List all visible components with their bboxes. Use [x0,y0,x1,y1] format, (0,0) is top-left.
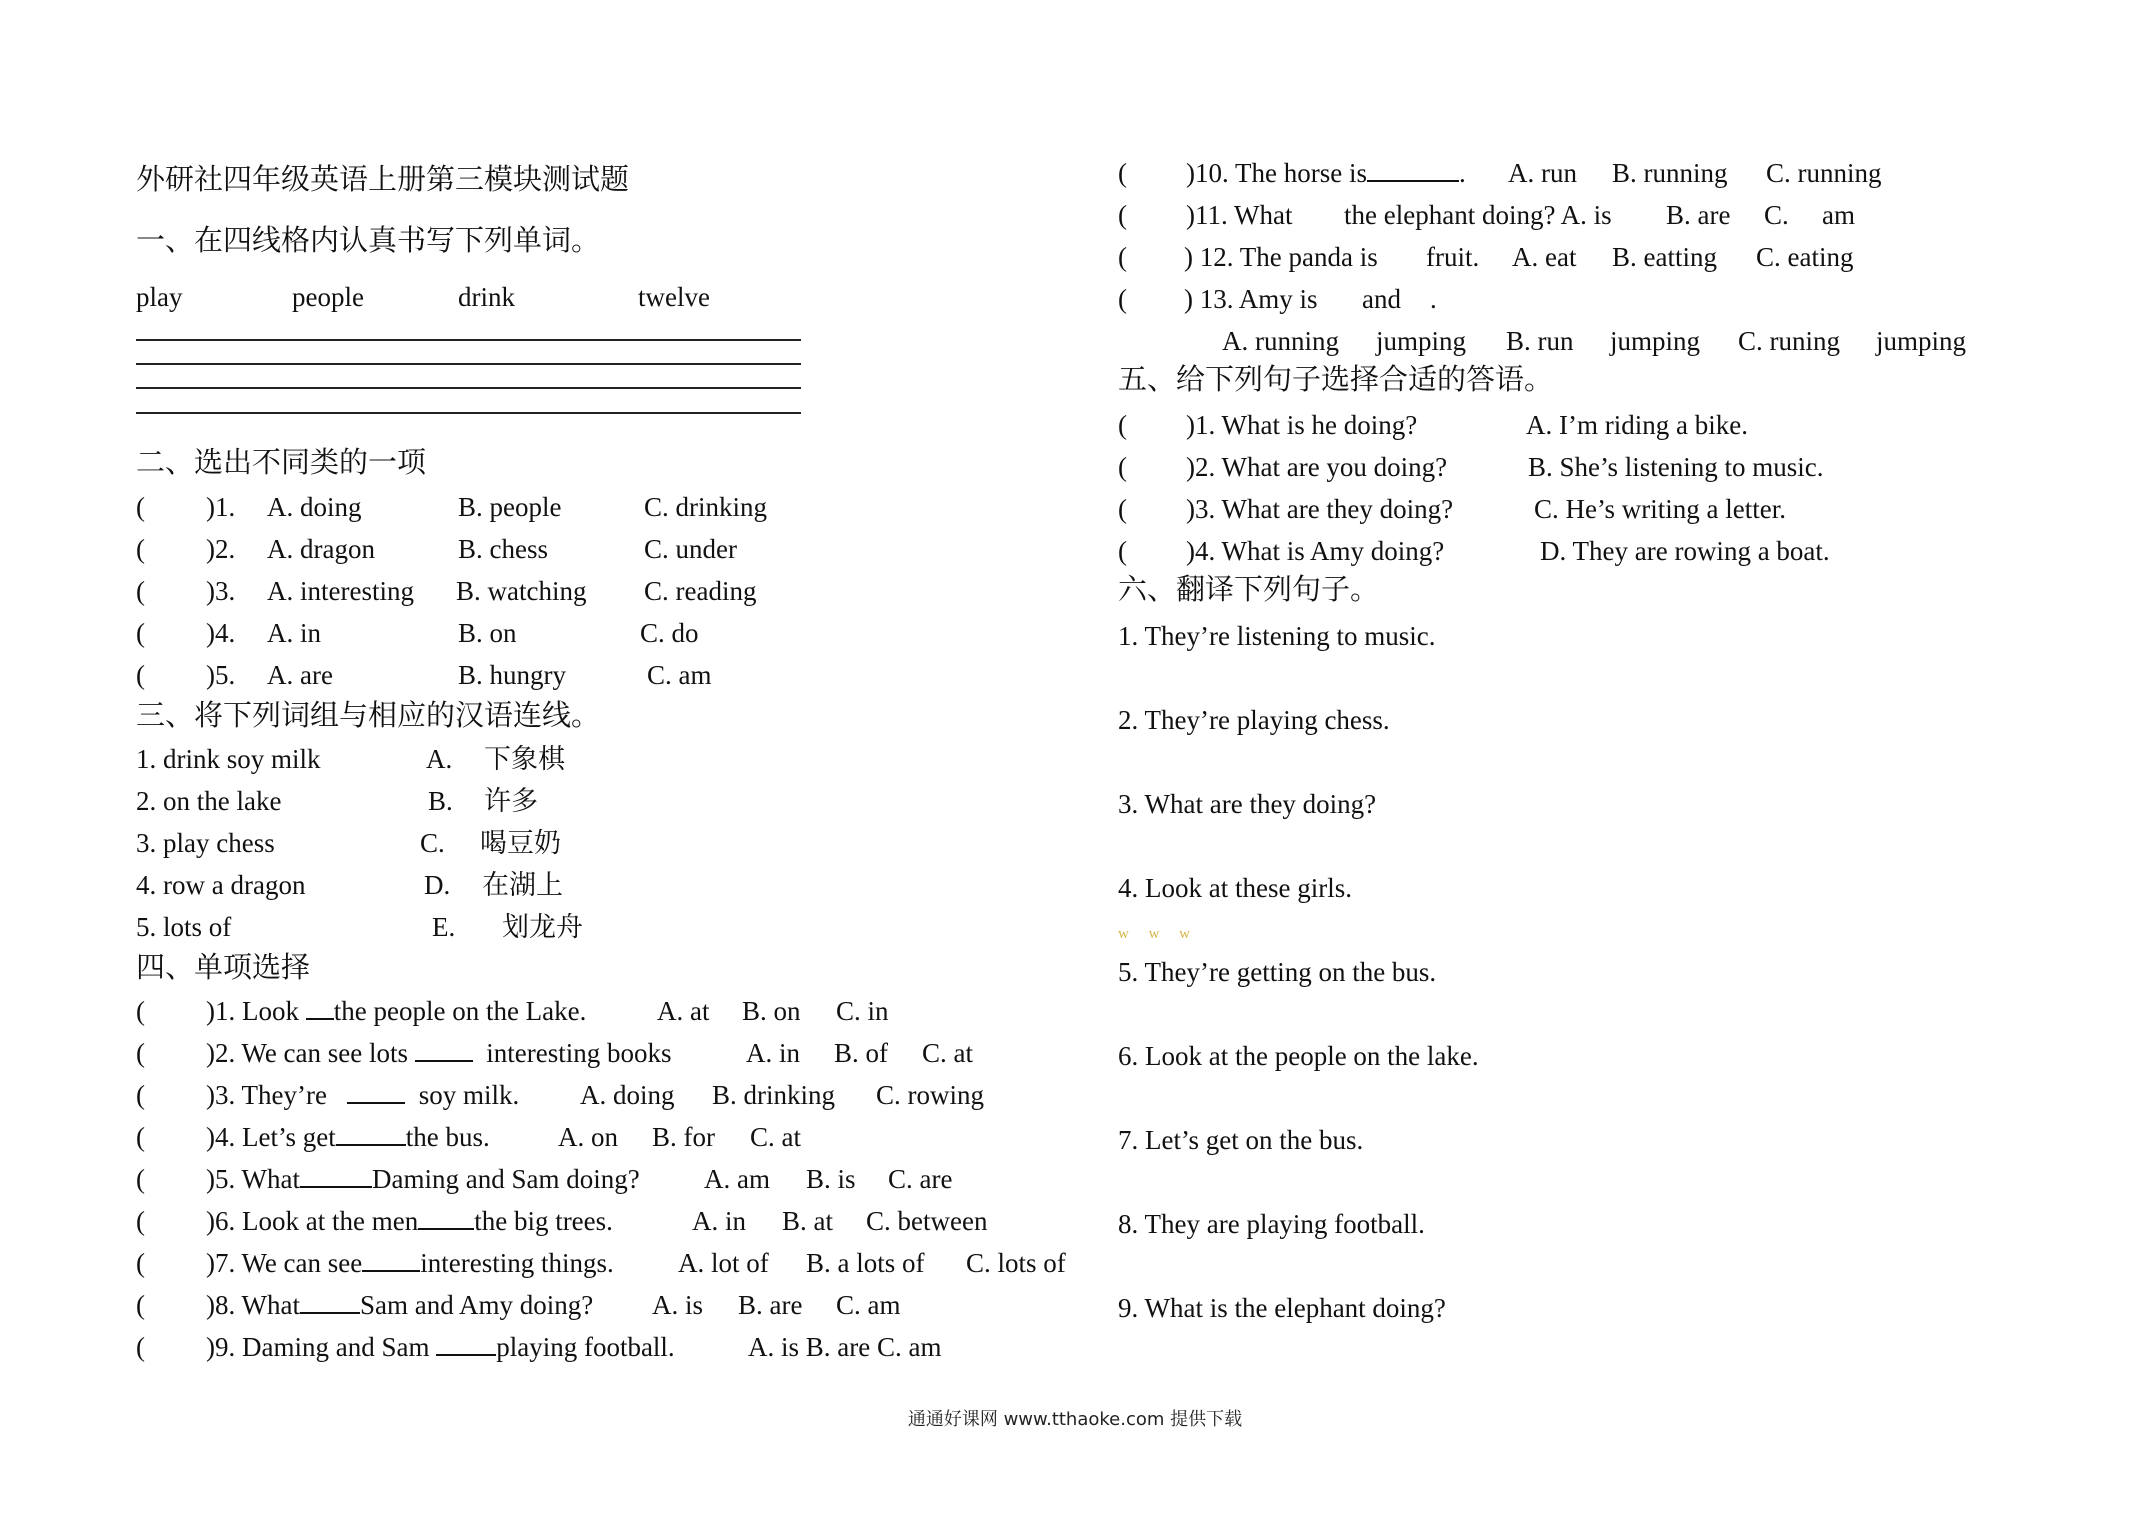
phrase-zh: 划龙舟 [502,912,583,942]
option-a: A. doing [267,492,362,522]
question-number: )1. [206,492,236,522]
answer-blank [415,1038,473,1062]
option-a: A. are [267,660,333,690]
option-c: C. at [750,1122,801,1152]
section-6-heading: 六、翻译下列句子。 [1118,574,1380,606]
option-b: B. watching [456,576,587,606]
question-stem-and: and [1362,284,1401,314]
option-c-text: am [1822,200,1855,230]
translate-sentence: 8. They are playing football. [1118,1209,1425,1239]
question-stem: )11. What [1186,200,1293,230]
word-twelve: twelve [638,282,710,312]
option-b: B. are [738,1290,803,1320]
translate-sentence: 2. They’re playing chess. [1118,705,1390,735]
answer-blank [362,1248,420,1272]
question-stem: )8. What Sam and Amy doing? [206,1290,594,1320]
option-a: A. is [652,1290,704,1320]
phrase-zh: 下象棋 [484,744,565,774]
answer-paren: ( [1118,242,1127,272]
question-number: )3. [206,576,236,606]
option-b: B. running [1612,158,1728,188]
option-a: A. am [704,1164,770,1194]
question-stem: )5. What Daming and Sam doing? [206,1164,640,1194]
answer-paren: ( [136,576,145,606]
option-c: C. lots of [966,1248,1066,1278]
answer-option: D. They are rowing a boat. [1540,536,1830,566]
word-play: play [136,282,183,312]
translate-sentence: 7. Let’s get on the bus. [1118,1125,1364,1155]
translate-sentence: 6. Look at the people on the lake. [1118,1041,1479,1071]
answer-paren: ( [1118,452,1127,482]
option-b: B. on [458,618,517,648]
word-drink: drink [458,282,515,312]
option-b: B. drinking [712,1080,836,1110]
question: )3. What are they doing? [1186,494,1454,524]
answer-option: A. I’m riding a bike. [1526,410,1748,440]
word-people: people [292,282,364,312]
question-number: )2. [206,534,236,564]
option-c: C. do [640,618,699,648]
question: )1. What is he doing? [1186,410,1418,440]
option-c: C. reading [644,576,757,606]
answer-paren: ( [136,996,145,1026]
answer-paren: ( [136,1248,145,1278]
option-c: C. rowing [876,1080,984,1110]
answer-blank [336,1122,406,1146]
answer-option: B. She’s listening to music. [1528,452,1824,482]
question-stem: )2. We can see lots interesting books [206,1038,672,1068]
answer-blank [306,996,334,1020]
answer-paren: ( [1118,284,1127,314]
option-a: A. run [1508,158,1577,188]
question-stem: )3. They’re soy milk. [206,1080,520,1110]
option-a-2: jumping [1376,326,1467,356]
answer-paren: ( [136,660,145,690]
phrase-zh: 在湖上 [482,870,563,900]
section-5-heading: 五、给下列句子选择合适的答语。 [1118,364,1554,396]
question-number: )5. [206,660,236,690]
option-a: A. eat [1512,242,1577,272]
answer-blank [418,1206,474,1230]
phrase-letter: C. [420,828,445,858]
option-c: C. at [922,1038,973,1068]
option-c: C. am [836,1290,901,1320]
option-a: A. on [558,1122,618,1152]
answer-paren: ( [1118,158,1127,188]
options: A. is B. are C. am [748,1332,942,1362]
answer-blank [347,1080,405,1104]
question-stem: )7. We can see interesting things. [206,1248,614,1278]
option-b: B. run [1506,326,1574,356]
option-a: A. running [1222,326,1339,356]
option-b: B. at [782,1206,833,1236]
option-c: C. runing [1738,326,1841,356]
answer-blank [1367,158,1459,182]
translate-sentence: 3. What are they doing? [1118,789,1377,819]
translate-sentence: 1. They’re listening to music. [1118,621,1436,651]
option-a: A. lot of [678,1248,769,1278]
option-a: A. at [657,996,710,1026]
question-stem: )1. Look the people on the Lake. [206,996,587,1026]
question-stem-end: . [1430,284,1437,314]
answer-paren: ( [1118,494,1127,524]
option-c: C. running [1766,158,1882,188]
answer-paren: ( [136,534,145,564]
question-stem: ) 13. Amy is [1184,284,1318,314]
phrase-en: 4. row a dragon [136,870,306,900]
answer-paren: ( [136,618,145,648]
question-stem: )4. Let’s get the bus. [206,1122,490,1152]
watermark: w w w [1118,926,1198,942]
option-b: B. are [1666,200,1731,230]
answer-paren: ( [136,492,145,522]
translate-sentence: 4. Look at these girls. [1118,873,1352,903]
option-c-2: jumping [1876,326,1967,356]
phrase-letter: A. [426,744,453,774]
option-c: C. [1764,200,1789,230]
option-c: C. are [888,1164,953,1194]
option-b: B. of [834,1038,888,1068]
answer-paren: ( [136,1332,145,1362]
footer-credit: 通通好课网 www.tthaoke.com 提供下载 [907,1409,1243,1430]
option-c: C. in [836,996,889,1026]
option-a: A. in [746,1038,800,1068]
question-number: )4. [206,618,236,648]
option-a: A. in [267,618,321,648]
translate-sentence: 9. What is the elephant doing? [1118,1293,1446,1323]
phrase-letter: B. [428,786,453,816]
writing-line [136,363,801,365]
option-a: A. interesting [267,576,414,606]
question-stem-rest: fruit. [1426,242,1480,272]
answer-option: C. He’s writing a letter. [1534,494,1786,524]
phrase-en: 5. lots of [136,912,232,942]
section-3-heading: 三、将下列词组与相应的汉语连线。 [136,700,601,732]
section-4-heading: 四、单项选择 [136,952,311,984]
answer-blank [436,1332,496,1356]
question-stem: )10. The horse is . [1186,158,1466,188]
option-c: C. between [866,1206,988,1236]
translate-sentence: 5. They’re getting on the bus. [1118,957,1437,987]
phrase-en: 2. on the lake [136,786,282,816]
answer-paren: ( [136,1206,145,1236]
answer-paren: ( [1118,536,1127,566]
question-stem-rest: the elephant doing? A. is [1344,200,1612,230]
answer-paren: ( [1118,200,1127,230]
phrase-en: 1. drink soy milk [136,744,321,774]
document-title: 外研社四年级英语上册第三模块测试题 [136,164,630,196]
option-a: A. doing [580,1080,675,1110]
question-stem: ) 12. The panda is [1184,242,1378,272]
section-2-heading: 二、选出不同类的一项 [136,447,427,479]
option-c: C. eating [1756,242,1854,272]
phrase-en: 3. play chess [136,828,275,858]
option-b: B. people [458,492,562,522]
answer-paren: ( [136,1164,145,1194]
option-c: C. am [647,660,712,690]
answer-paren: ( [136,1080,145,1110]
answer-blank [300,1290,360,1314]
section-1-heading: 一、在四线格内认真书写下列单词。 [136,225,601,257]
answer-blank [300,1164,372,1188]
question-stem: )6. Look at the men the big trees. [206,1206,613,1236]
answer-paren: ( [136,1122,145,1152]
option-a: A. in [692,1206,746,1236]
option-b: B. chess [458,534,548,564]
writing-line [136,339,801,341]
option-c: C. under [644,534,737,564]
question-stem: )9. Daming and Sam playing football. [206,1332,675,1362]
option-b: B. for [652,1122,715,1152]
answer-paren: ( [136,1038,145,1068]
phrase-zh: 喝豆奶 [480,828,561,858]
phrase-letter: D. [424,870,451,900]
writing-line [136,412,801,414]
option-b: B. is [806,1164,856,1194]
option-a: A. dragon [267,534,375,564]
phrase-zh: 许多 [484,786,538,816]
question: )4. What is Amy doing? [1186,536,1445,566]
option-b: B. a lots of [806,1248,925,1278]
option-b: B. on [742,996,801,1026]
answer-paren: ( [136,1290,145,1320]
writing-line [136,387,801,389]
option-b-2: jumping [1610,326,1701,356]
option-c: C. drinking [644,492,768,522]
option-b: B. hungry [458,660,566,690]
phrase-letter: E. [432,912,456,942]
answer-paren: ( [1118,410,1127,440]
question: )2. What are you doing? [1186,452,1448,482]
option-b: B. eatting [1612,242,1717,272]
